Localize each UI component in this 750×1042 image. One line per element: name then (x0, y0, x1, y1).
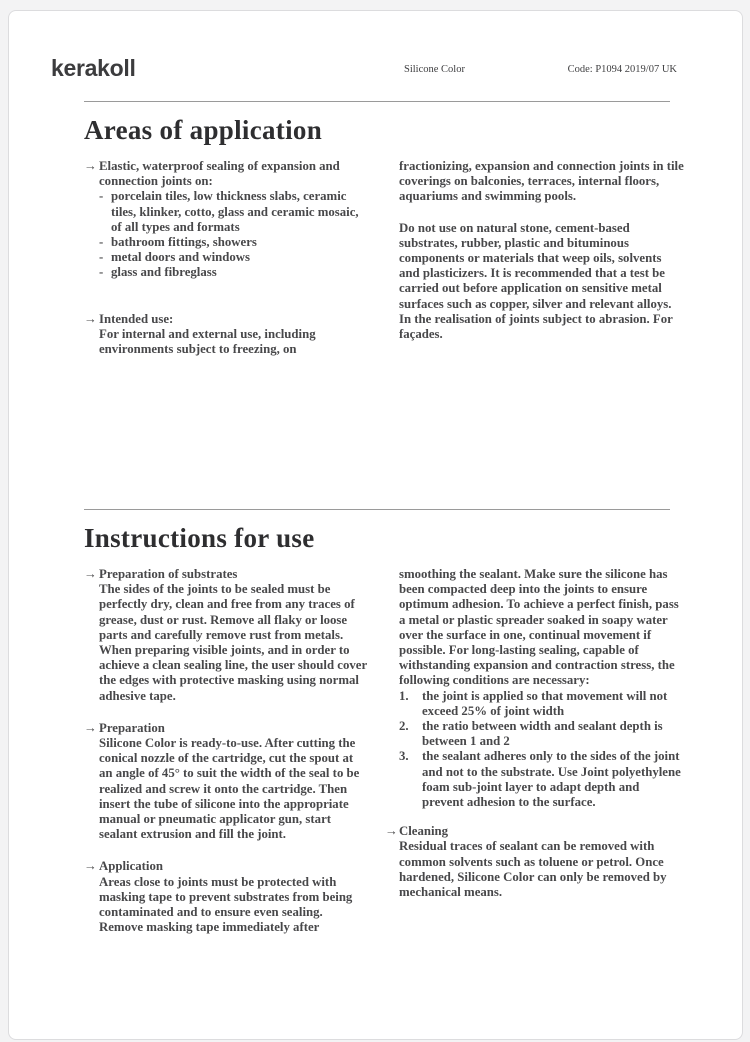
dash-item-text: glass and fibreglass (111, 265, 217, 280)
dash-item-text: bathroom fittings, showers (111, 235, 257, 250)
dash-bullet-icon: - (99, 250, 104, 265)
bullet-label: Preparation (99, 720, 165, 735)
arrow-bullet-icon: → (84, 159, 97, 173)
section-divider-top (84, 101, 670, 102)
kerakoll-logo: kerakoll (51, 55, 136, 81)
bullet-text: For internal and external use, including environments subject to freezing, on (99, 326, 316, 357)
dash-item (99, 235, 369, 250)
list-number: 3. (399, 749, 409, 764)
numbered-item-text: the sealant adheres only to the sides of the joint and not to the substrate. Use Joint polyethylene foam sub-joint layer to adapt depth and prevent adhesion to the surface. (422, 749, 681, 810)
numbered-item-text: the ratio between width and sealant depth is between 1 and 2 (422, 719, 663, 749)
bullet-body (99, 721, 369, 843)
paragraph-do-not-use: Do not use on natural stone, cement-based substrates, rubber, plastic and bituminous components or materials that weep oils, solvents and plasticizers. It is recommended that a test be carried out before application on sensitive metal surfaces such as copper, silver and relevant alloys. In the realisation of joints subject to abrasion. For façades. (399, 220, 673, 342)
document-page (8, 10, 743, 1040)
bullet-body (99, 567, 369, 704)
section-title-instructions-for-use: Instructions for use (84, 523, 315, 553)
numbered-item-2 (399, 719, 684, 749)
bullet-text: Silicone Color is ready-to-use. After cutting the conical nozzle of the cartridge, cut the spout at an angle of 45° to suit the width of the seal to be realized and screw it onto the cartridge. Then insert the tube of silicone into the appropriate manual or pneumatic applicator gun, start sealant extrusion and fill the joint. (99, 736, 360, 842)
areas-columns (84, 159, 684, 509)
dash-item (99, 250, 369, 265)
document-code: Code: P1094 2019/07 UK (567, 64, 677, 75)
document-title: Silicone Color (404, 64, 465, 75)
dash-item (99, 265, 369, 280)
document-content (9, 101, 742, 935)
bullet-text: Areas close to joints must be protected with masking tape to prevent substrates from being contaminated and to ensure even sealing. Remove masking tape immediately after (99, 874, 353, 935)
bullet-body (399, 824, 684, 900)
bullet-intended-use (84, 312, 369, 358)
bullet-text: Residual traces of sealant can be removed with common solvents such as toluene or petrol. Once hardened, Silicone Color can only be removed by mechanical means. (399, 839, 667, 900)
bullet-cleaning (385, 824, 684, 900)
paragraph-smoothing: smoothing the sealant. Make sure the silicone has been compacted deep into the joints to ensure optimum adhesion. To achieve a perfect finish, pass a metal or plastic spreader soaked in soapy water over the surface in one, continual movement if possible. For long-lasting sealing, capable of withstanding expansion and contraction stress, the following conditions are necessary: (399, 567, 679, 688)
instructions-columns (84, 567, 681, 935)
bullet-intro-text: Elastic, waterproof sealing of expansion and connection joints on: (99, 159, 340, 189)
bullet-body (99, 312, 369, 358)
instructions-right-column (385, 567, 684, 935)
areas-left-column (84, 159, 369, 509)
bullet-elastic-sealing (84, 159, 369, 281)
arrow-bullet-icon: → (84, 859, 97, 874)
numbered-item-1 (399, 689, 684, 719)
arrow-bullet-icon: → (84, 311, 97, 326)
bullet-body (99, 159, 369, 281)
bullet-label: Preparation of substrates (99, 567, 238, 581)
dash-bullet-icon: - (99, 235, 104, 250)
dash-item-text: metal doors and windows (111, 250, 251, 265)
arrow-bullet-icon: → (84, 567, 97, 581)
numbered-item-3 (399, 749, 684, 810)
section-divider-middle (84, 509, 670, 510)
bullet-text: The sides of the joints to be sealed must be perfectly dry, clean and free from any traces of grease, dust or rust. Remove all flaky or loose parts and carefully remove rust from metals. When preparing visible joints, and in order to achieve a clean sealing line, the user should cover the edges with protective masking using normal adhesive tape. (99, 582, 367, 703)
arrow-bullet-icon: → (84, 720, 97, 735)
section-title-areas-of-application: Areas of application (84, 115, 323, 145)
dash-item-text: porcelain tiles, low thickness slabs, ceramic tiles, klinker, cotto, glass and ceramic mosaic, of all types and formats (111, 189, 359, 234)
bullet-label: Cleaning (399, 824, 449, 839)
list-number: 1. (399, 688, 409, 703)
bullet-body (99, 859, 369, 935)
numbered-item-text: the joint is applied so that movement will not exceed 25% of joint width (422, 688, 668, 718)
bullet-application (84, 859, 369, 935)
instructions-left-column (84, 567, 369, 935)
page-header (9, 11, 742, 101)
list-number: 2. (399, 719, 409, 734)
bullet-label: Application (99, 859, 163, 874)
dash-bullet-icon: - (99, 189, 104, 204)
arrow-bullet-icon: → (385, 824, 398, 839)
bullet-label: Intended use: (99, 311, 174, 326)
bullet-preparation-of-substrates (84, 567, 369, 704)
dash-item (99, 189, 369, 235)
dash-bullet-icon: - (99, 265, 104, 280)
paragraph-continuation: fractionizing, expansion and connection joints in tile coverings on balconies, terraces, internal floors, aquariums and swimming pools. (399, 159, 684, 204)
areas-right-column (399, 159, 684, 509)
bullet-preparation (84, 721, 369, 843)
